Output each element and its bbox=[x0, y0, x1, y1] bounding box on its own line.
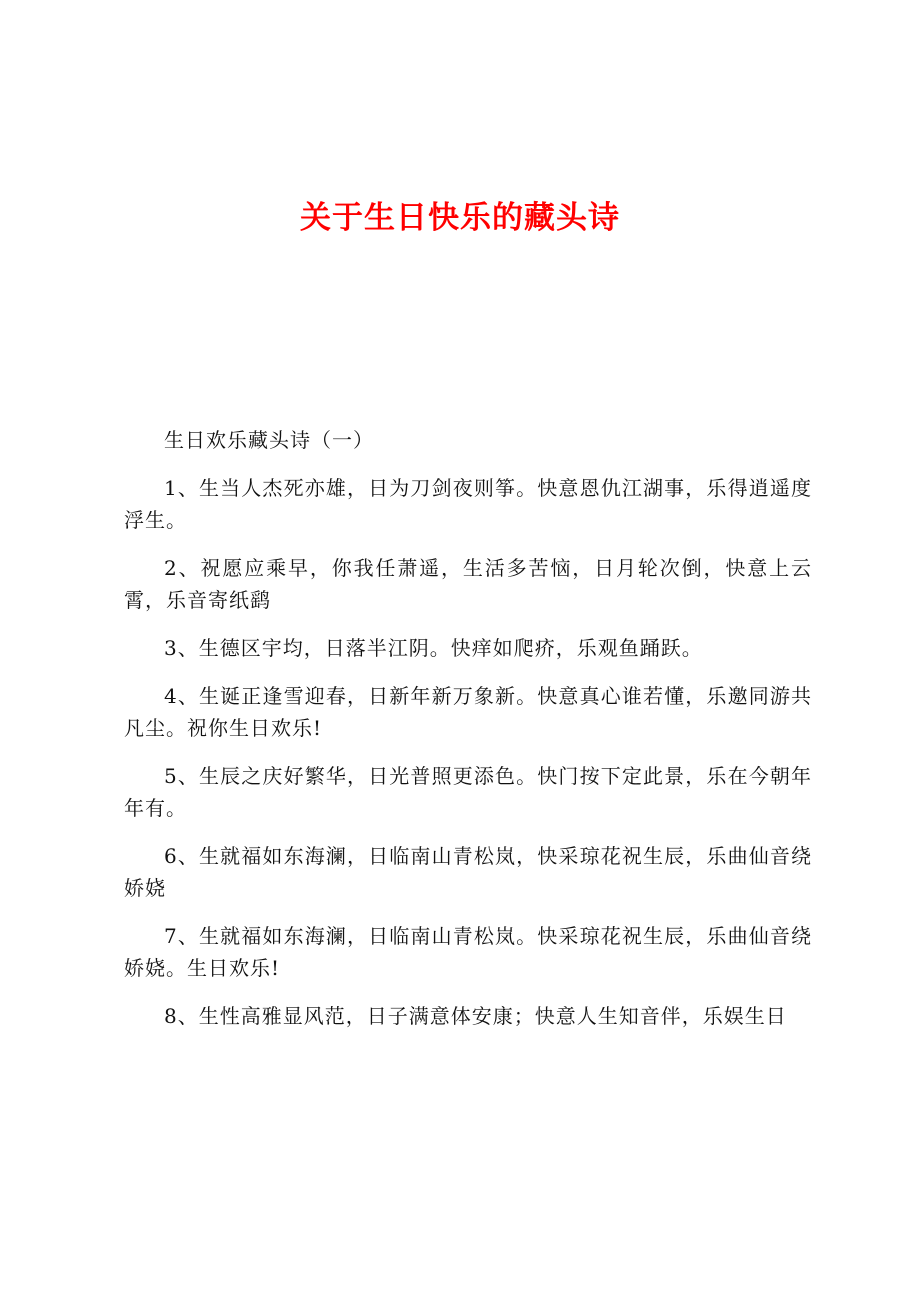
poem-paragraph-7: 7、生就福如东海澜，日临南山青松岚。快采琼花祝生辰，乐曲仙音绕娇娆。生日欢乐! bbox=[124, 924, 812, 980]
poem-paragraph-6: 6、生就福如东海澜，日临南山青松岚，快采琼花祝生辰，乐曲仙音绕娇娆 bbox=[124, 844, 812, 900]
document-title: 关于生日快乐的藏头诗 bbox=[300, 200, 620, 236]
poem-paragraph-5: 5、生辰之庆好繁华，日光普照更添色。快门按下定此景，乐在今朝年年有。 bbox=[124, 764, 812, 820]
document-body bbox=[124, 424, 812, 1048]
poem-paragraph-2: 2、祝愿应乘早，你我任萧遥，生活多苦恼，日月轮次倒，快意上云霄，乐音寄纸鹞 bbox=[124, 556, 812, 612]
poem-paragraph-3: 3、生德区宇均，日落半江阴。快痒如爬疥，乐观鱼踊跃。 bbox=[164, 636, 703, 660]
poem-paragraph-1: 1、生当人杰死亦雄，日为刀剑夜则筝。快意恩仇江湖事，乐得逍遥度浮生。 bbox=[124, 476, 812, 532]
section-heading: 生日欢乐藏头诗（一） bbox=[164, 428, 374, 452]
poem-paragraph-8: 8、生性高雅显风范，日子满意体安康；快意人生知音伴，乐娱生日 bbox=[164, 1004, 787, 1028]
poem-paragraph-4: 4、生诞正逢雪迎春，日新年新万象新。快意真心谁若懂，乐邀同游共凡尘。祝你生日欢乐! bbox=[124, 684, 812, 740]
